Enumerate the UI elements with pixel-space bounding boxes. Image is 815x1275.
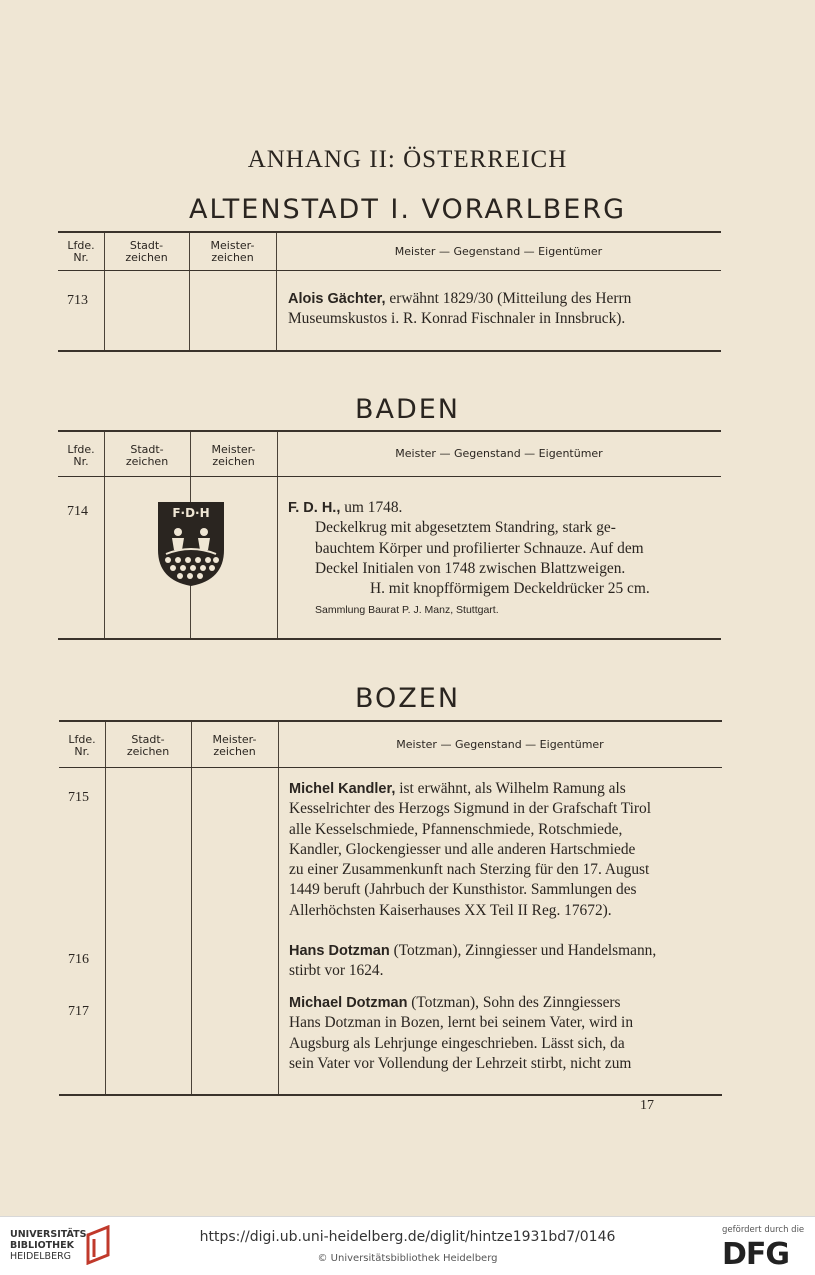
mark-initials: F·D·H xyxy=(172,506,210,520)
master-name: F. D. H., xyxy=(288,500,341,516)
entry-text xyxy=(289,941,709,982)
header-meister-2: zeichen xyxy=(212,455,255,468)
text-line: alle Kesselschmiede, Pfannenschmiede, Rotschmiede, xyxy=(289,820,623,838)
text-line: Hans Dotzman in Bozen, lernt bei seinem Vater, wird in xyxy=(289,1014,634,1032)
section-title: BOZEN xyxy=(354,683,461,714)
library-line: BIBLIOTHEK xyxy=(10,1240,74,1251)
header-meister-2: zeichen xyxy=(213,745,256,758)
header-nr-1: Lfde. xyxy=(67,443,95,456)
page-number: 17 xyxy=(640,1098,654,1113)
entry-text xyxy=(288,498,708,621)
entry-table xyxy=(58,430,721,640)
entry-number: 714 xyxy=(67,504,88,519)
header-nr-2: Nr. xyxy=(73,455,89,468)
header-desc: Meister — Gegenstand — Eigentümer xyxy=(396,738,604,751)
dfg-logo[interactable]: DFG xyxy=(722,1237,790,1272)
viewer-footer xyxy=(0,1216,815,1275)
section-title: ALTENSTADT I. VORARLBERG xyxy=(189,194,626,225)
text-line: stirbt vor 1624. xyxy=(289,962,384,980)
copyright-notice: © Universitätsbibliothek Heidelberg xyxy=(317,1253,498,1264)
text-line: erwähnt 1829/30 (Mitteilung des Herrn xyxy=(389,290,632,307)
text-line: bauchtem Körper und profilierter Schnauze. Auf dem xyxy=(315,539,644,557)
master-name: Alois Gächter, xyxy=(288,291,386,307)
text-line: um 1748. xyxy=(344,499,403,516)
master-name: Michael Dotzman xyxy=(289,995,408,1011)
header-meister-1: Meister- xyxy=(212,733,257,746)
entry-number: 717 xyxy=(68,1004,89,1019)
text-line: zu einer Zusammenkunft nach Sterzing für den 17. August xyxy=(289,861,650,879)
entry-text xyxy=(288,289,710,330)
appendix-title: ANHANG II: ÖSTERREICH xyxy=(247,146,568,173)
header-stadt-2: zeichen xyxy=(126,745,170,758)
header-nr-1: Lfde. xyxy=(68,733,96,746)
header-meister-1: Meister- xyxy=(211,443,256,456)
master-name: Michel Kandler, xyxy=(289,781,396,797)
text-line: Deckel Initialen von 1748 zwischen Blattzweigen. xyxy=(315,559,626,577)
section-title: BADEN xyxy=(354,394,461,425)
owner-line: Sammlung Baurat P. J. Manz, Stuttgart. xyxy=(315,604,499,617)
text-line: (Totzman), Zinngiesser und Handelsmann, xyxy=(393,942,657,959)
header-meister-2: zeichen xyxy=(211,251,254,264)
entry-number: 716 xyxy=(68,952,89,967)
header-stadt-1: Stadt- xyxy=(129,239,164,252)
library-line: UNIVERSITÄTS- xyxy=(10,1229,91,1240)
permalink-url[interactable]: https://digi.ub.uni-heidelberg.de/diglit/hintze1931bd7/0146 xyxy=(199,1229,616,1245)
library-line: HEIDELBERG xyxy=(10,1251,72,1262)
text-line: Kandler, Glockengiesser und alle anderen Hartschmiede xyxy=(289,840,636,858)
header-stadt-2: zeichen xyxy=(125,251,168,264)
header-nr-2: Nr. xyxy=(74,745,90,758)
city-mark-shield xyxy=(156,500,226,588)
header-desc: Meister — Gegenstand — Eigentümer xyxy=(395,447,603,460)
entry-number: 713 xyxy=(67,293,88,308)
entry-text xyxy=(289,779,709,921)
header-desc: Meister — Gegenstand — Eigentümer xyxy=(394,245,603,258)
header-stadt-1: Stadt- xyxy=(131,733,165,746)
entry-table xyxy=(58,231,721,352)
master-name: Hans Dotzman xyxy=(289,943,390,959)
header-stadt-1: Stadt- xyxy=(130,443,164,456)
text-line: Deckelkrug mit abgesetztem Standring, stark ge- xyxy=(315,519,616,537)
text-line: H. mit knopfförmigem Deckeldrücker 25 cm. xyxy=(370,580,650,598)
text-line: Kesselrichter des Herzogs Sigmund in der Grafschaft Tirol xyxy=(289,800,652,818)
text-line: ist erwähnt, als Wilhelm Ramung als xyxy=(399,780,626,797)
header-nr-2: Nr. xyxy=(73,251,89,264)
header-nr-1: Lfde. xyxy=(67,239,95,252)
text-line: Allerhöchsten Kaiserhauses XX Teil II Reg. 17672). xyxy=(289,901,612,919)
text-line: sein Vater vor Vollendung der Lehrzeit stirbt, nicht zum xyxy=(289,1054,632,1072)
funding-label: gefördert durch die xyxy=(722,1225,805,1235)
text-line: Museumskustos i. R. Konrad Fischnaler in Innsbruck). xyxy=(288,310,626,328)
text-line: (Totzman), Sohn des Zinngiessers xyxy=(411,994,621,1011)
entry-number: 715 xyxy=(68,790,89,805)
entry-table xyxy=(59,720,722,1096)
text-line: Augsburg als Lehrjunge eingeschrieben. Lässt sich, da xyxy=(289,1034,625,1052)
entry-text xyxy=(289,993,709,1074)
header-stadt-2: zeichen xyxy=(125,455,169,468)
header-meister-1: Meister- xyxy=(210,239,255,252)
text-line: 1449 beruft (Jahrbuch der Kunsthistor. Sammlungen des xyxy=(289,881,637,899)
